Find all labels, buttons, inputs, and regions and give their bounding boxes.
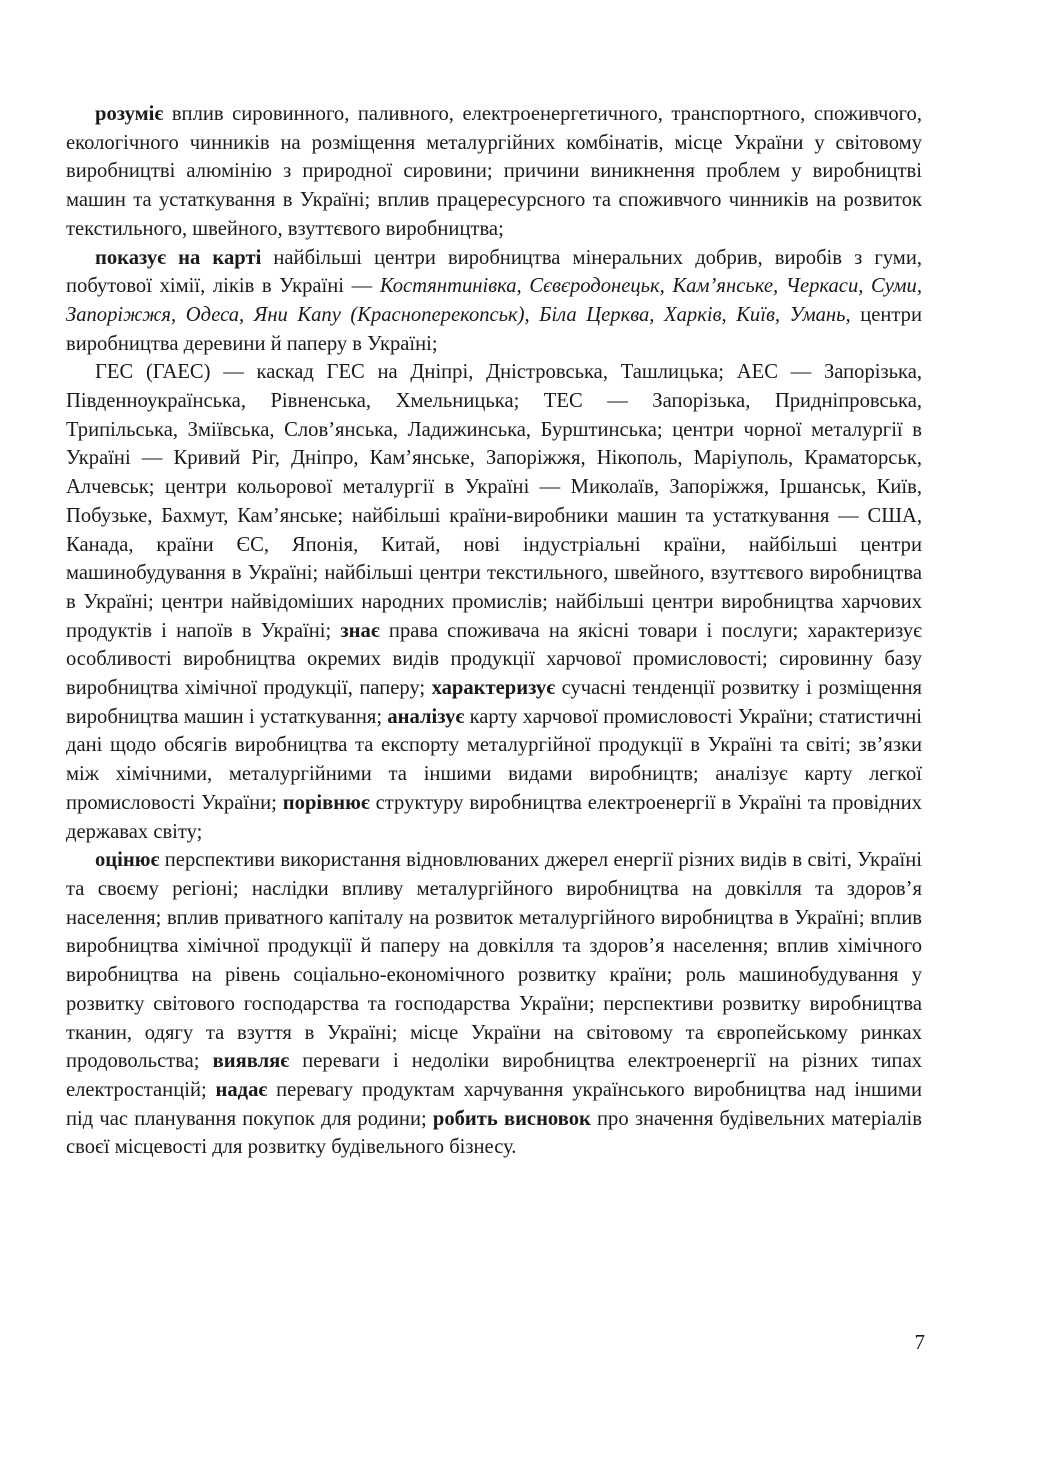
paragraph-power-plants: ГЕС (ГАЕС) — каскад ГЕС на Дніпрі, Дністровська, Ташлицька; АЕС — Запорізька, Південноукраїнська, Рівненська, Хмельницька; ТЕС — Запорізька, Придніпровська, Трипільська, Зміївська, Слов’янська, Ладижинська, Бурштинська; центри чорної металургії в Україні — Кривий Ріг, Дніпро, Кам’янське, Запоріжжя, Нікополь, Маріуполь, Краматорськ, Алчевськ; центри кольорової металургії в Україні — Миколаїв, Запоріжжя, Іршанськ, Київ, Побузьке, Бахмут, Кам’янське; найбільші країни-виробники машин та устаткування — США, Канада, країни ЄС, Японія, Китай, нові індустріальні країни, найбільші центри машинобудування в Україні; найбільші центри текстильного, швейного, взуттєвого виробництва в Україні; центри найвідоміших народних промислів; найбільші центри виробництва харчових продуктів і напоїв в Україні; знає права споживача на якісні товари і послуги; характеризує особливості виробництва окремих видів продукції харчової промисловості; сировинну базу виробництва хімічної продукції, паперу; характеризує сучасні тенденції розвитку і розміщення виробництва машин і устаткування; аналізує карту харчової промисловості України; статистичні дані щодо обсягів виробництва та експорту металургійної продукції в Україні та світі; зв’язки між хімічними, металургійними та іншими видами виробництв; аналізує карту легкої промисловості України; порівнює структуру виробництва електроенергії в Україні та провідних державах світу; xyxy=(66,361,923,843)
keyword-characterizes: характеризує xyxy=(431,677,556,700)
keyword-evaluates: оцінює xyxy=(95,849,160,872)
keyword-knows: знає xyxy=(340,619,380,642)
keyword-gives: надає xyxy=(215,1078,268,1101)
keyword-analyzes: аналізує xyxy=(387,705,465,728)
keyword-identifies: виявляє xyxy=(212,1050,290,1073)
paragraph-evaluates: оцінює перспективи використання відновлюваних джерел енергії різних видів в світі, Україні та своєму регіоні; наслідки впливу металургійного виробництва на довкілля та здоров’я населення; вплив приватного капіталу на розвиток металургійного виробництва в Україні; вплив виробництва хімічної продукції й паперу на довкілля та здоров’я населення; вплив хімічного виробництва на рівень соціально-економічного розвитку країни; роль машинобудування у розвитку світового господарства та господарства України; перспективи розвитку виробництва тканин, одягу та взуття в Україні; місце України на світовому та європейському ринках продовольства; виявляє переваги і недоліки виробництва електроенергії на різних типах електростанцій; надає перевагу продуктам харчування українського виробництва над іншими під час планування покупок для родини; робить висновок про значення будівельних матеріалів своєї місцевості для розвитку будівельного бізнесу. xyxy=(66,849,922,1159)
cities-list: Костянтинівка, Сєвєродонецьк, Кам’янське, Черкаси, Суми, Запоріжжя, Одеса, Яни Капу (Красноперекопськ), Біла Церква, Харків, Київ, Умань, xyxy=(66,275,922,326)
page-number: 7 xyxy=(914,1330,925,1354)
keyword-compares: порівнює xyxy=(282,791,370,814)
keyword-shows-on-map: показує на карті xyxy=(95,246,262,269)
paragraph-shows-on-map: показує на карті найбільші центри виробництва мінеральних добрив, виробів з гуми, побутової хімії, ліків в Україні — Костянтинівка, Сєвєродонецьк, Кам’янське, Черкаси, Суми, Запоріжжя, Одеса, Яни Капу (Красноперекопськ), Біла Церква, Харків, Київ, Умань, центри виробництва деревини й паперу в Україні; xyxy=(66,246,923,355)
paragraph-understands: розуміє вплив сировинного, паливного, електроенергетичного, транспортного, споживчого, екологічного чинників на розміщення металургійних комбінатів, місце України у світовому виробництві алюмінію з природної сировини; причини виникнення проблем у виробництві машин та устаткування в Україні; вплив працересурсного та споживчого чинників на розвиток текстильного, швейного, взуттєвого виробництва; xyxy=(66,103,922,240)
keyword-concludes: робить висновок xyxy=(432,1107,591,1130)
keyword-understands: розуміє xyxy=(95,103,164,125)
page-body xyxy=(66,100,922,1162)
